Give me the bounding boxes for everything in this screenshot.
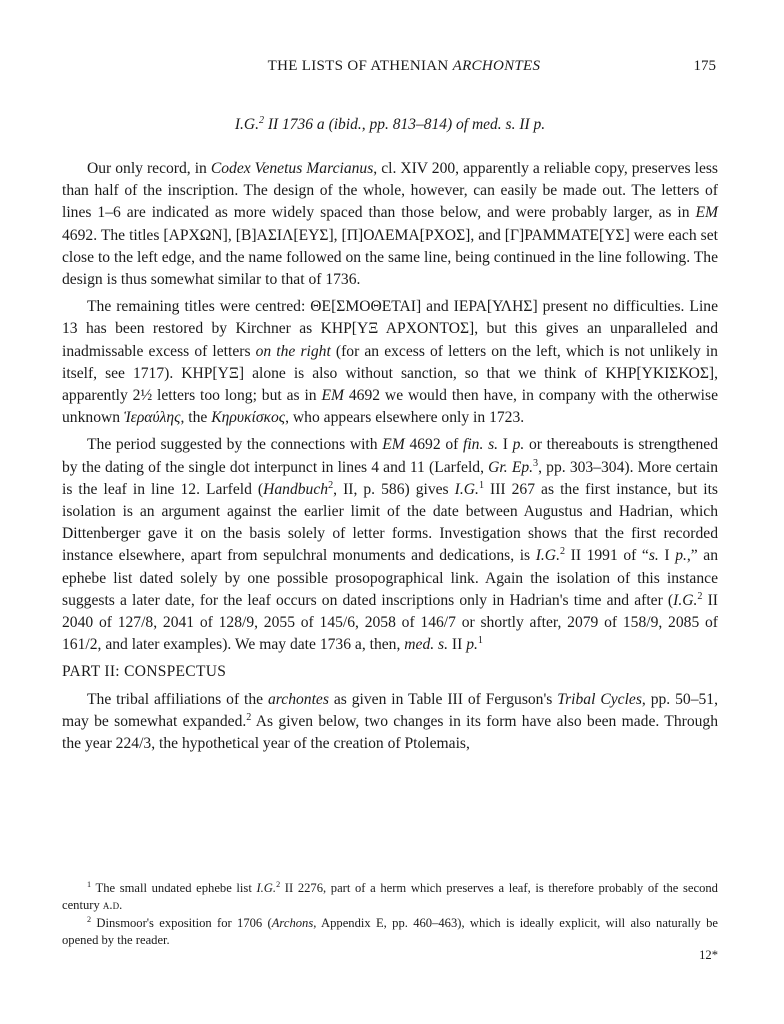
paragraph: Our only record, in Codex Venetus Marcianus, cl. XIV 200, apparently a reliable copy, preserves less than half of the inscription. The design of the whole, however, can easily be made out. The letters of lines 1–6 are indicated as more widely spaced than those below, and were probably larger, as in EM 4692. The titles [ΑΡΧΩΝ], [Β]ΑΣΙΛ[ΕΥΣ], [Π]ΟΛΕΜΑ[ΡΧΟΣ], and [Γ]ΡΑΜΜΑΤΕ[ΥΣ] were each set close to the left edge, and the name followed on the same line, being continued in the line following. The design is thus somewhat similar to that of 1736. — [62, 160, 719, 289]
signature-mark: 12* — [699, 948, 718, 962]
body-text — [62, 158, 718, 760]
page-number: 175 — [693, 58, 716, 74]
running-title: THE LISTS OF ATHENIAN ARCHONTES — [267, 58, 541, 74]
footnote: $^2$ Dinsmoor's exposition for 1706 (Archons, Appendix E, pp. 460–463), which is ideally explicit, will also naturally be opened by the reader. — [62, 914, 718, 947]
paragraph: The remaining titles were centred: ΘΕ[ΣΜΟΘΕΤΑΙ] and ΙΕΡΑ[ΥΛΗΣ] present no difficulties. Line 13 has been restored by Kirchner as ΚΗΡ[ΥΞ ΑΡΧΟΝΤΟΣ], but this gives an unparalleled and inadmissable excess of letters on the right (for an excess of letters on the left, which is not unlikely in itself, see 1717). ΚΗΡ[ΥΞ] alone is also without sanction, so that we think of ΚΗΡ[ΥΚΙΣΚΟΣ], apparently 2½ letters too long; but as in EM 4692 we would then have, in company with the otherwise unknown Ἱεραύλης, the Κηρυκίσκος, who appears elsewhere only in 1723. — [62, 298, 718, 427]
running-header — [92, 58, 716, 82]
footnotes — [62, 880, 718, 950]
part-title: PART II: CONSPECTUS — [62, 663, 227, 681]
paragraph: The tribal affiliations of the archontes as given in Table III of Ferguson's Tribal Cycles, pp. 50–51, may be somewhat expanded.$^2$ As given below, two changes in its form have also been made. Through the year 224/3, the hypothetical year of the creation of Ptolemais, — [62, 690, 719, 753]
footnote: $^1$ The small undated ephebe list I.G.$^2$ II 2276, part of a herm which preserves a leaf, is therefore probably of the second century a.d. — [62, 879, 718, 912]
section-heading: I.G.$^2$ II 1736 a (ibid., pp. 813–814) of med. s. II p. — [234, 114, 546, 133]
paragraph: The period suggested by the connections with EM 4692 of fin. s. I p. or thereabouts is strengthened by the dating of the single dot interpunct in lines 4 and 11 (Larfeld, Gr. Ep.$^3$, pp. 303–304). More certain is the leaf in line 12. Larfeld (Handbuch$^2$, II, p. 586) gives I.G.$^1$ III 267 as the first instance, but its isolation is an argument against the earlier limit of the date between Augustus and Hadrian, which Dittenberger gave it on the basis solely of letter forms. Investigation shows that the first recorded instance elsewhere, apart from sepulchral monuments and dedications, is I.G.$^2$ II 1991 of “s. I p.,” an ephebe list dated solely by one possible prosopographical link. Again the isolation of this instance suggests a later date, for the leaf occurs on dated inscriptions only in Hadrian's time and after (I.G.$^2$ II 2040 of 127/8, 2041 of 128/9, 2055 of 145/6, 2058 of 146/7 or shortly after, 2079 of 158/9, 2085 of 161/2, and later examples). We may date 1736 a, then, med. s. II p.$^1$ — [62, 436, 719, 654]
